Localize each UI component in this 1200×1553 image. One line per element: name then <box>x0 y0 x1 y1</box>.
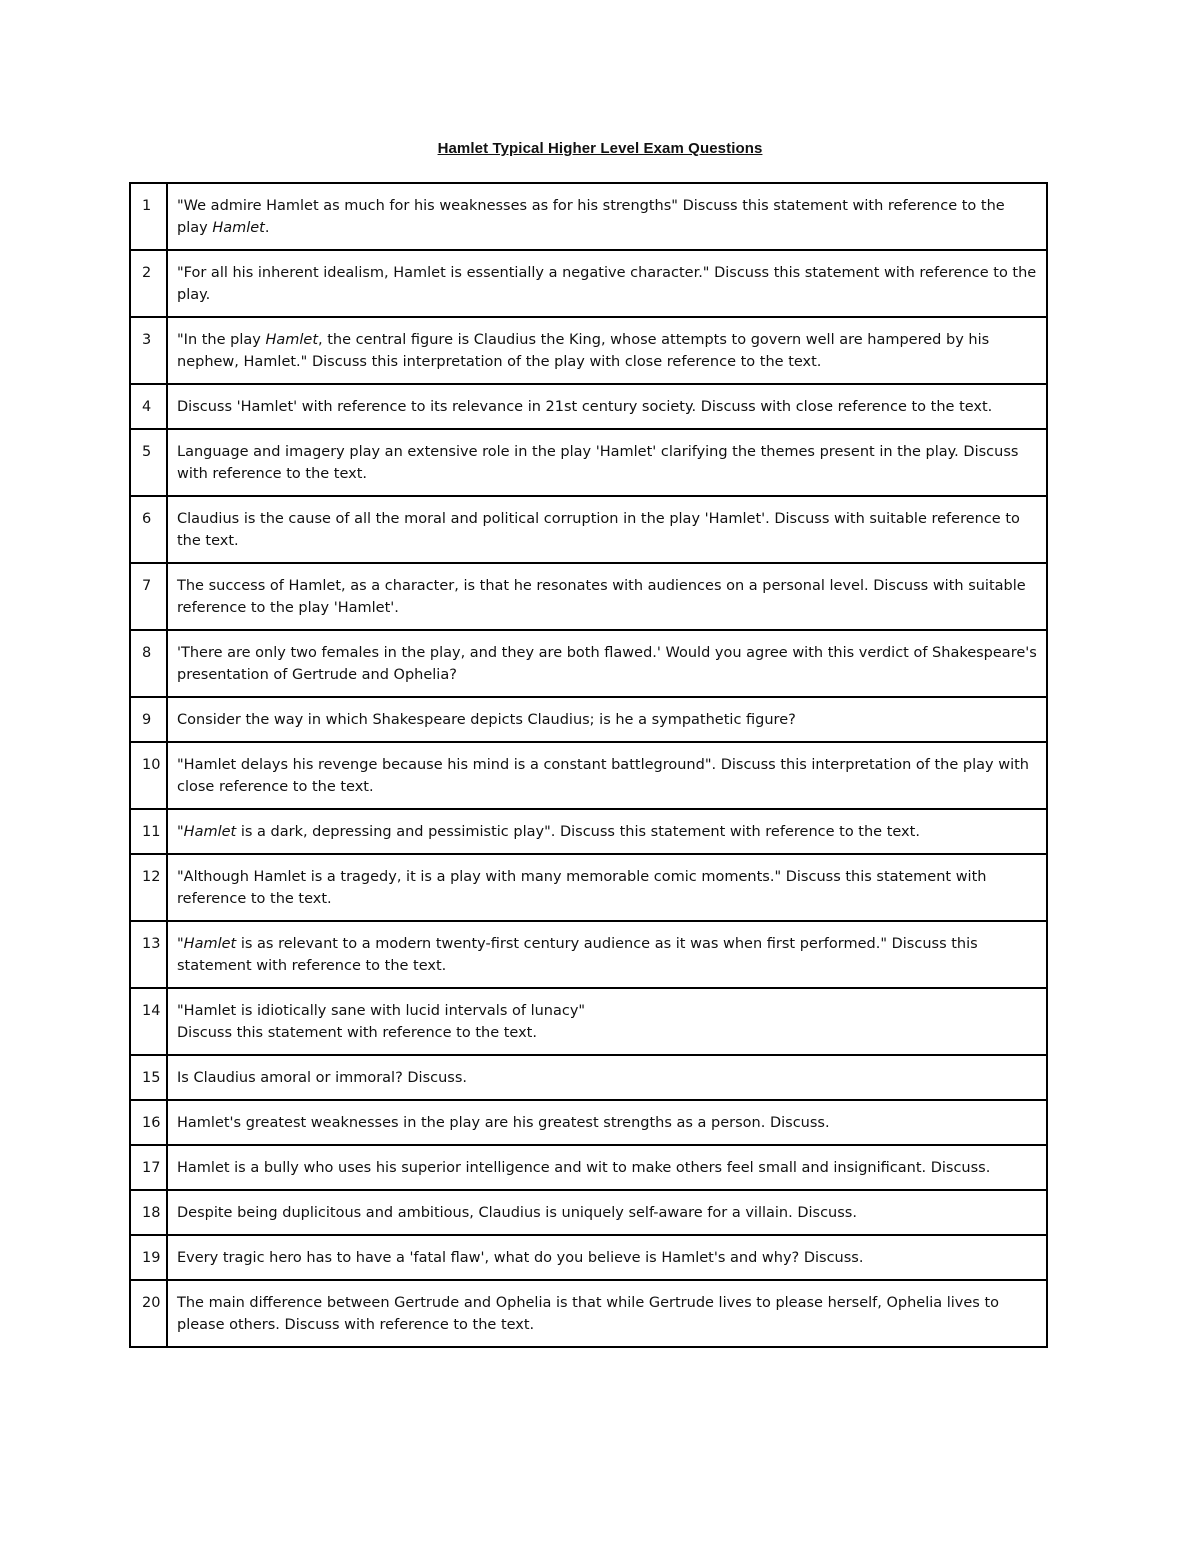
questions-table-body <box>130 183 1047 1347</box>
question-text <box>167 250 1047 317</box>
question-text <box>167 429 1047 496</box>
question-text <box>167 1190 1047 1235</box>
question-text-italic: "Hamlet <box>177 824 237 840</box>
question-number: 17 <box>130 1145 167 1190</box>
question-row <box>130 496 1047 563</box>
question-text <box>167 563 1047 630</box>
question-row <box>130 921 1047 988</box>
question-text <box>167 183 1047 250</box>
question-text <box>167 496 1047 563</box>
question-number: 15 <box>130 1055 167 1100</box>
question-text-part: 'There are only two females in the play, and they are both flawed.' Would you agree with this verdict of Shakespeare's presentation of Gertrude and Ophelia? <box>177 645 1037 683</box>
question-text <box>167 1055 1047 1100</box>
question-row <box>130 1235 1047 1280</box>
question-number: 5 <box>130 429 167 496</box>
question-text-italic: Hamlet <box>183 936 237 952</box>
question-text-part: is as relevant to a modern twenty-first century audience as it was when first performed." Discuss this statement with reference to the text. <box>177 936 978 974</box>
question-number: 3 <box>130 317 167 384</box>
question-row <box>130 563 1047 630</box>
question-text-part: Discuss 'Hamlet' with reference to its relevance in 21st century society. Discuss with close reference to the text. <box>177 399 993 415</box>
question-text-part: Claudius is the cause of all the moral and political corruption in the play 'Hamlet'. Discuss with suitable reference to the text. <box>177 511 1020 549</box>
question-row <box>130 1280 1047 1347</box>
question-row <box>130 809 1047 854</box>
question-text-part: " <box>177 936 184 952</box>
question-number: 16 <box>130 1100 167 1145</box>
question-text <box>167 1145 1047 1190</box>
question-row <box>130 1145 1047 1190</box>
question-row <box>130 429 1047 496</box>
question-text-part: The success of Hamlet, as a character, is that he resonates with audiences on a personal level. Discuss with suitable reference to the play 'Hamlet'. <box>177 578 1026 616</box>
question-text <box>167 809 1047 854</box>
question-text <box>167 988 1047 1055</box>
question-text-part: Hamlet is a bully who uses his superior intelligence and wit to make others feel small and insignificant. Discuss. <box>177 1160 991 1176</box>
question-text <box>167 1100 1047 1145</box>
question-number: 9 <box>130 697 167 742</box>
question-text <box>167 697 1047 742</box>
question-text <box>167 1235 1047 1280</box>
question-text <box>167 630 1047 697</box>
question-text-part: "For all his inherent idealism, Hamlet is essentially a negative character." Discuss this statement with reference to the play. <box>177 265 1037 303</box>
question-row <box>130 854 1047 921</box>
question-text-part: Consider the way in which Shakespeare depicts Claudius; is he a sympathetic figure? <box>177 712 796 728</box>
question-text <box>167 1280 1047 1347</box>
question-number: 13 <box>130 921 167 988</box>
question-number: 4 <box>130 384 167 429</box>
question-text-part: "We admire Hamlet as much for his weaknesses as for his strengths" Discuss this statement with reference to the play <box>177 198 1005 236</box>
questions-table <box>129 182 1048 1348</box>
question-text-part: Is Claudius amoral or immoral? Discuss. <box>177 1070 468 1086</box>
question-number: 7 <box>130 563 167 630</box>
question-text <box>167 384 1047 429</box>
question-number: 14 <box>130 988 167 1055</box>
question-row <box>130 183 1047 250</box>
question-row <box>130 317 1047 384</box>
question-number: 19 <box>130 1235 167 1280</box>
question-text <box>167 854 1047 921</box>
question-row <box>130 988 1047 1055</box>
question-text-part: , the central figure is Claudius the King, whose attempts to govern well are hampered by his nephew, Hamlet." Discuss this interpretation of the play with close reference to the text. <box>177 332 990 370</box>
question-row <box>130 697 1047 742</box>
question-number: 8 <box>130 630 167 697</box>
question-text-part: . <box>264 220 270 236</box>
question-row <box>130 1100 1047 1145</box>
question-text-part: "Although Hamlet is a tragedy, it is a play with many memorable comic moments." Discuss this statement with reference to the text. <box>177 869 987 907</box>
question-row <box>130 1190 1047 1235</box>
question-row <box>130 630 1047 697</box>
question-text-part: Despite being duplicitous and ambitious, Claudius is uniquely self-aware for a villain. Discuss. <box>177 1205 857 1221</box>
document-title: Hamlet Typical Higher Level Exam Questions <box>437 140 763 157</box>
question-text <box>167 921 1047 988</box>
question-text <box>167 317 1047 384</box>
question-text-part: Hamlet's greatest weaknesses in the play are his greatest strengths as a person. Discuss. <box>177 1115 830 1131</box>
question-number: 11 <box>130 809 167 854</box>
question-number: 12 <box>130 854 167 921</box>
question-text-part: Discuss this statement with reference to the text. <box>177 1025 537 1041</box>
question-number: 2 <box>130 250 167 317</box>
question-text-part: The main difference between Gertrude and Ophelia is that while Gertrude lives to please herself, Ophelia lives to please others. Discuss with reference to the text. <box>177 1295 1000 1333</box>
question-row <box>130 742 1047 809</box>
question-text-part: "Hamlet delays his revenge because his mind is a constant battleground". Discuss this interpretation of the play with close reference to the text. <box>177 757 1029 795</box>
question-number: 18 <box>130 1190 167 1235</box>
question-number: 10 <box>130 742 167 809</box>
question-row <box>130 384 1047 429</box>
question-text-part: Language and imagery play an extensive role in the play 'Hamlet' clarifying the themes present in the play. Discuss with reference to the text. <box>177 444 1019 482</box>
question-text-part: is a dark, depressing and pessimistic play". Discuss this statement with reference to the text. <box>236 824 920 840</box>
question-text-part: "In the play <box>177 332 266 348</box>
question-text-part: Every tragic hero has to have a 'fatal flaw', what do you believe is Hamlet's and why? Discuss. <box>177 1250 864 1266</box>
question-row <box>130 1055 1047 1100</box>
question-text-part: "Hamlet is idiotically sane with lucid intervals of lunacy" <box>177 1003 586 1019</box>
question-text-italic: Hamlet <box>265 332 319 348</box>
question-number: 6 <box>130 496 167 563</box>
question-number: 20 <box>130 1280 167 1347</box>
question-text <box>167 742 1047 809</box>
question-row <box>130 250 1047 317</box>
question-text-italic: Hamlet <box>212 220 265 236</box>
question-number: 1 <box>130 183 167 250</box>
